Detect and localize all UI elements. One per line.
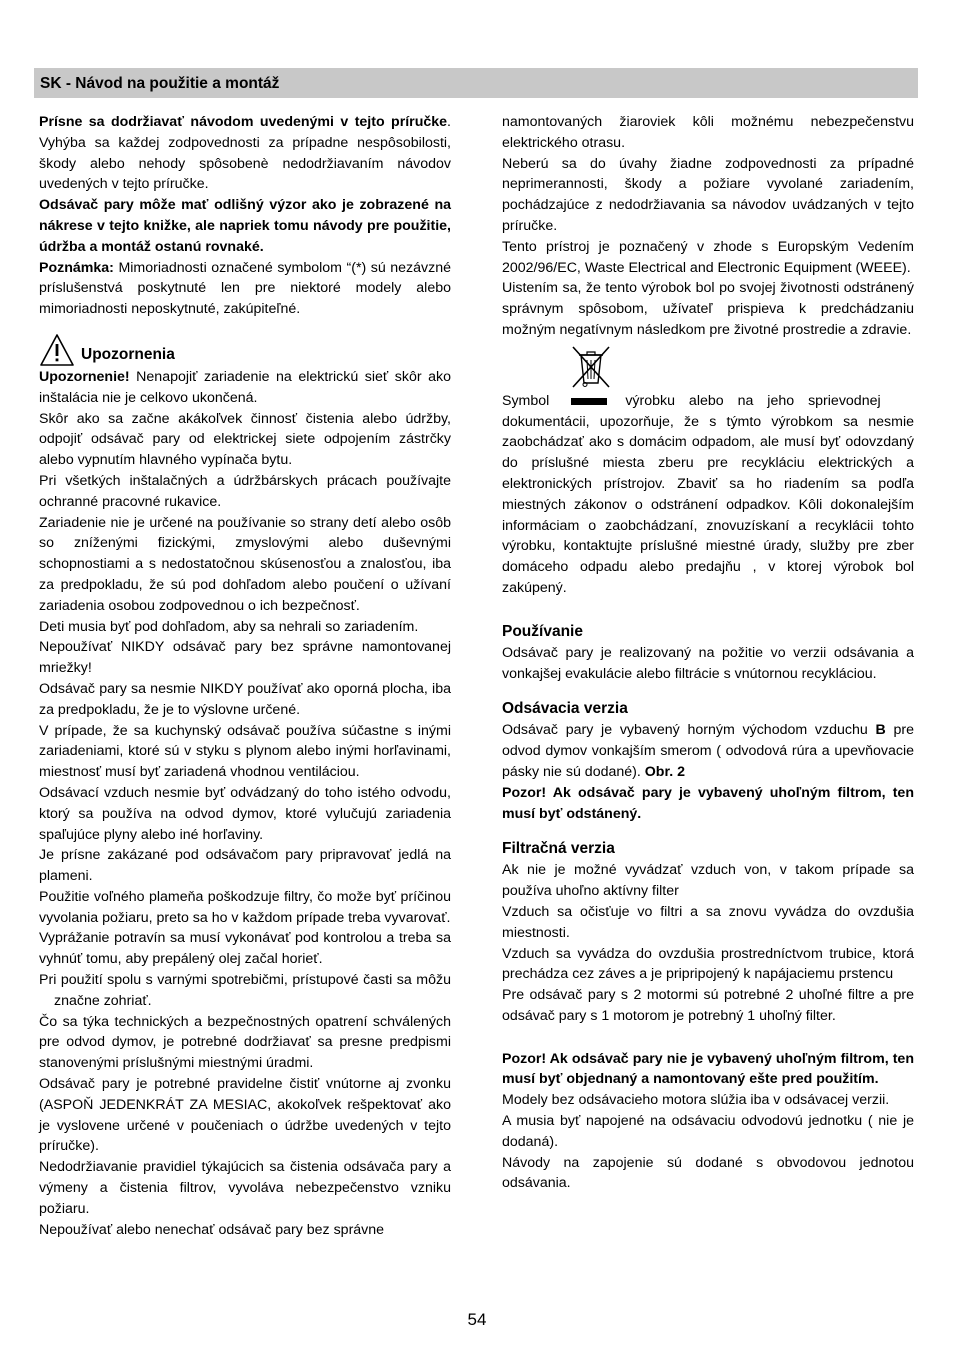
filter-title: Filtračná verzia	[502, 840, 615, 858]
warning-item: Skôr ako sa začne akákoľvek činnosť čistenia alebo údržby, odpojiť odsávač pary od elektrickej siete odpojením zástrčky alebo vypnutím hlavného vypínača bytu.	[39, 410, 451, 469]
black-bar-symbol	[571, 398, 607, 405]
filter-warning: Pozor! Ak odsávač pary nie je vybavený uhoľným filtrom, ten musí byť objednaný a namontovaný ešte pred použitím.	[502, 1050, 914, 1088]
intro-paragraph	[39, 112, 451, 195]
warning-item: Odsávač pary sa nesmie NIKDY používať ako oporná plocha, iba za predpokladu, že je to výslovne určené.	[39, 680, 451, 718]
use-text: Odsávač pary je realizovaný na požitie vo verzii odsávania a vonkajšej evakulácie alebo filtrácie s vnútornou recykláciou.	[502, 644, 914, 682]
section-header	[34, 68, 918, 98]
warnings-heading	[39, 329, 451, 367]
paragraph: Uistením sa, že tento výrobok bol po svojej životnosti odstránený správnym spôsobom, užívateľ prispieva k predchádzaniu možným negatívnym následkom pre životné prostredie a zdravie.	[502, 280, 914, 338]
suction-text-a: Odsávač pary je vybavený horným východom vzduchu	[502, 722, 876, 739]
paragraph: Pre odsávač pary s 2 motormi sú potrebné 2 uhoľné filtre a pre odsávač pary s 1 motorom je potrebný 1 uhoľný filter.	[502, 987, 914, 1024]
suction-title: Odsávacia verzia	[502, 700, 628, 718]
warning-item: Vyprážanie potravín sa musí vykonávať pod kontrolou a treba sa vyhnúť tomu, aby prepálený olej začal horieť.	[39, 930, 451, 968]
symbol-after: výrobku alebo na jeho sprievodnej	[625, 392, 881, 409]
appearance-note: Odsávač pary môže mať odlišný výzor ako je zobrazené na nákrese v tejto knižke, ale napriek tomu návody pre použitie, údržba a montáž ostanú rovnaké.	[39, 197, 451, 255]
warning-item: Odsávací vzduch nesmie byť odvádzaný do toho istého odvodu, ktorý sa používa na odvod dymov, ktoré vylučujú zariadenia spaľujúce plyny alebo iné horľaviny.	[39, 784, 451, 843]
note-paragraph	[39, 258, 451, 320]
intro-text: . Vyhýba sa každej zodpovednosti za prípadne nespôsobilosti, škody alebo nehody spôsobenè nedodržiavaním návodov uvedených v tejto príručke.	[39, 114, 451, 193]
warning-label: Upozornenie!	[39, 368, 130, 385]
warning-item: Je prísne zakázané pod odsávačom pary pripravovať jedlá na plameni.	[39, 847, 451, 885]
symbol-line	[502, 391, 914, 412]
warning-item: Deti musia byť pod dohľadom, aby sa nehrali so zariadením.	[39, 618, 419, 635]
warning-item: Nepoužívať NIKDY odsávač pary bez správne namontovanej mriežky!	[39, 639, 451, 677]
symbol-word: Symbol	[502, 392, 550, 409]
paragraph: Vzduch sa vyvádza do ovzdušia prostredníctvom trubice, ktorá prechádza cez záves a je pripripojený k napájaciemu prstencu	[502, 945, 914, 983]
paragraph: Vzduch sa očisťuje vo filtri a sa znovu vyvádza do ovzdušia miestnosti.	[502, 903, 914, 941]
warning-item: V prípade, že sa kuchynský odsávač používa súčastne s inými zariadeniami, ktoré sú v styku s plynom alebo inými horľavinami, miestnosť musí byť zariadená vhodnou ventiláciou.	[39, 722, 451, 781]
paragraph: Tento prístroj je poznačený v zhode s Europským Vedením 2002/96/EC, Waste Electrical and Electronic Equipment (WEEE).	[502, 238, 914, 276]
warning-item: Nedodržiavanie pravidiel týkajúcich sa čistenia odsávača pary a výmeny a čistenia filtrov, vyvoláva nebezpečenstvo vzniku požiaru.	[39, 1159, 451, 1217]
note-label: Poznámka:	[39, 259, 114, 276]
warning-item: Zariadenie nie je určené na používanie so strany detí alebo osôb so zníženými fizickými, zmyslovými alebo duševnými schopnostiami a s nedostatočnou skúsenosťou a znalosťou, iba za predpokladu, že sú pod dohľadom alebo poučení o užívaní zariadenia osobou zodpovednou o ich bezpečnosť.	[39, 514, 451, 614]
paragraph: dokumentácii, upozorňuje, že s týmto výrobkom sa nesmie zaobchádzať ako s domácim odpadom, ale musí byť odovzdaný do príslušné miesta zberu pre recykláciu elektrických a elektronických prístrojov. Zbaviť sa ho riadením sa podľa miestných zákonov o odstránení odpadkov. Kôli dokonalejším informáciam o zaobchádzaní, znovuzískaní a recyklácii tohto výrobku, kontaktujte príslušné miestné úrady, služby pre zber domáceho odpadu alebo predajňu , v ktorej výrobok bol zakúpený.	[502, 413, 914, 596]
use-title: Používanie	[502, 622, 583, 640]
warnings-title: Upozornenia	[81, 345, 175, 363]
warning-item: Pri použití spolu s varnými spotrebičmi, prístupové časti sa môžu značne zohriať.	[39, 972, 451, 1009]
warning-item	[39, 367, 451, 409]
warning-text: Nenapojiť zariadenie na elektrickú sieť skôr ako inštalácia nie je celkovo ukončená.	[39, 368, 451, 406]
figure-ref: Obr. 2	[644, 763, 685, 780]
warning-item: Odsávač pary je potrebné pravidelne čistiť vnútorne aj zvonku (ASPOŇ JEDENKRÁT ZA MESIAC, akokoľvek rešpektovať ako je vyslovene určené v poučeniach o údržbe uvedených v tejto príručke).	[39, 1076, 451, 1155]
warning-item: Použitie voľného plameňa poškodzuje filtry, čo može byť príčinou vyvolania požiaru, preto sa ho v každom prípade treba vyvarovať.	[39, 888, 451, 926]
warning-item: Pri všetkých inštalačných a údržbárskych prácach používajte ochranné pracovné rukavice.	[39, 472, 451, 510]
section-title: SK - Návod na použitie a montáž	[40, 75, 280, 92]
right-column	[502, 112, 914, 1194]
page-number: 54	[467, 1310, 487, 1329]
paragraph: Neberú sa do úvahy žiadne zodpovednosti za prípadné neprimerannosti, škody a požiare vyvolané zariadením, pochádzajúce z nedodržiavania sa návodov uvádzaných v tejto príručke.	[502, 155, 914, 234]
left-column	[39, 112, 451, 1240]
warning-item: Čo sa týka technických a bezpečnostných opatrení schválených pre odvod dymov, je potrebné dodržiavať sa presne predpismi stanovenými príslušnými miestnými úradmi.	[39, 1013, 451, 1072]
suction-text	[502, 720, 914, 782]
suction-text-c: pre odvod dymov vonkajším smerom ( odvodová rúra a upevňovacie pásky nie sú dodané).	[502, 722, 914, 780]
warning-item: Nepoužívať alebo nenechať odsávač pary bez správne	[39, 1221, 385, 1238]
warning-triangle-icon	[39, 333, 75, 367]
paragraph: namontovaných žiaroviek kôli možnému nebezpečenstvu elektrického otrasu.	[502, 114, 914, 151]
note-text: Mimoriadnosti označené symbolom “(*) sú nezávzné príslušenstvá poskytnuté len pre niektoré modely alebo mimoriadnosti neposkytnuté, zakúpiteľné.	[39, 259, 451, 318]
paragraph: Modely bez odsávacieho motora slúžia iba v odsávacej verzii.	[502, 1092, 890, 1109]
suction-warning: Pozor! Ak odsávač pary je vybavený uhoľným filtrom, ten musí byť odstánený.	[502, 784, 914, 822]
paragraph: A musia byť napojené na odsávaciu odvodovú jednotku ( nie je dodaná).	[502, 1113, 914, 1150]
paragraph: Návody na zapojenie sú dodané s obvodovou jednotou odsávania.	[502, 1154, 914, 1192]
suction-text-b: B	[875, 722, 886, 739]
crossed-bin-icon	[568, 343, 614, 389]
intro-bold: Prísne sa dodržiavať návodom uvedenými v tejto príručke	[39, 114, 448, 130]
paragraph: Ak nie je možné vyvádzať vzduch von, v takom prípade sa používa uhoľno aktívny filter	[502, 862, 914, 900]
